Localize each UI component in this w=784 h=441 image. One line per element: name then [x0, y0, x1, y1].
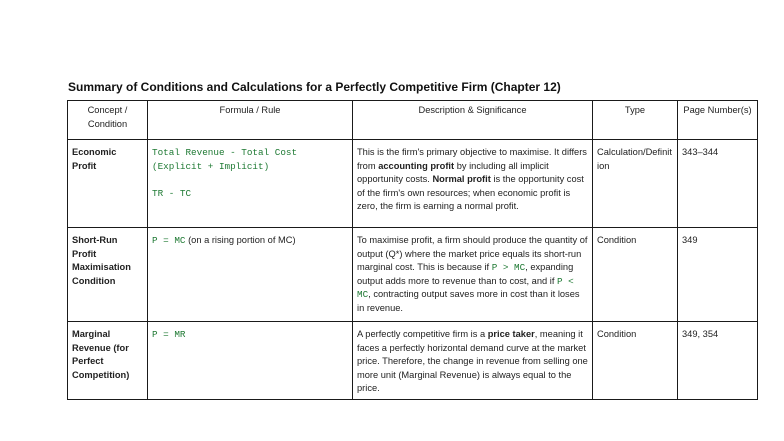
type-cell: Calculation/Definition: [593, 140, 678, 228]
page-cell: 349: [678, 228, 758, 322]
concept-cell: Marginal Revenue (for Perfect Competition): [68, 322, 148, 400]
description-emphasis: price taker: [487, 329, 535, 339]
page-cell: 343–344: [678, 140, 758, 228]
type-cell: Condition: [593, 228, 678, 322]
table-row: [68, 140, 758, 228]
formula-text: Total Revenue - Total Cost: [152, 147, 298, 158]
description-cell: [353, 322, 593, 400]
concept-cell: Economic Profit: [68, 140, 148, 228]
type-cell: Condition: [593, 322, 678, 400]
formula-text: P = MC: [152, 235, 186, 246]
page-cell: 349, 354: [678, 322, 758, 400]
summary-table: [67, 100, 758, 400]
document-title: Summary of Conditions and Calculations for a Perfectly Competitive Firm (Chapter 12): [68, 80, 561, 94]
formula-text: TR - TC: [152, 187, 192, 199]
formula-cell: [148, 140, 353, 228]
formula-note: (on a rising portion of MC): [185, 235, 296, 245]
table-row: [68, 322, 758, 400]
formula-text: P = MR: [152, 329, 186, 340]
formula-cell: [148, 228, 353, 322]
description-emphasis: Normal profit: [432, 174, 491, 185]
formula-cell: [148, 322, 353, 400]
description-text: , contracting output saves more in cost than it loses in revenue.: [357, 289, 580, 313]
description-text: is the opportunity cost of the firm's own resources; when economic profit is zero, the firm is earning a normal profit.: [357, 174, 584, 212]
header-formula: Formula / Rule: [148, 101, 353, 140]
table-row: [68, 228, 758, 322]
description-emphasis: accounting profit: [378, 160, 455, 171]
header-page: Page Number(s): [678, 101, 758, 140]
description-text: , meaning it faces a perfectly horizontal demand curve at the market price. Therefore, the change in revenue from selling one more unit (Marginal Revenue) is always equal to the price.: [357, 329, 588, 394]
description-code: P > MC: [491, 262, 526, 274]
header-concept: Concept / Condition: [68, 101, 148, 140]
description-text: by including all implicit opportunity costs.: [357, 160, 549, 185]
description-text: A perfectly competitive firm is a: [357, 329, 488, 339]
description-code: P < MC: [357, 275, 574, 301]
concept-cell: Short-Run Profit Maximisation Condition: [68, 228, 148, 322]
table-header-row: [68, 101, 758, 140]
description-text: This is the firm's primary objective to maximise. It differs from: [357, 147, 587, 171]
description-cell: [353, 228, 593, 322]
description-cell: [353, 140, 593, 228]
description-text: To maximise profit, a firm should produce the quantity of output (Q*) where the market price equals its short-run marginal cost. This is because if: [357, 235, 588, 273]
header-description: Description & Significance: [353, 101, 593, 140]
description-text: , expanding output adds more to revenue than to cost, and if: [357, 262, 574, 286]
header-type: Type: [593, 101, 678, 140]
formula-text: (Explicit + Implicit): [152, 160, 270, 172]
